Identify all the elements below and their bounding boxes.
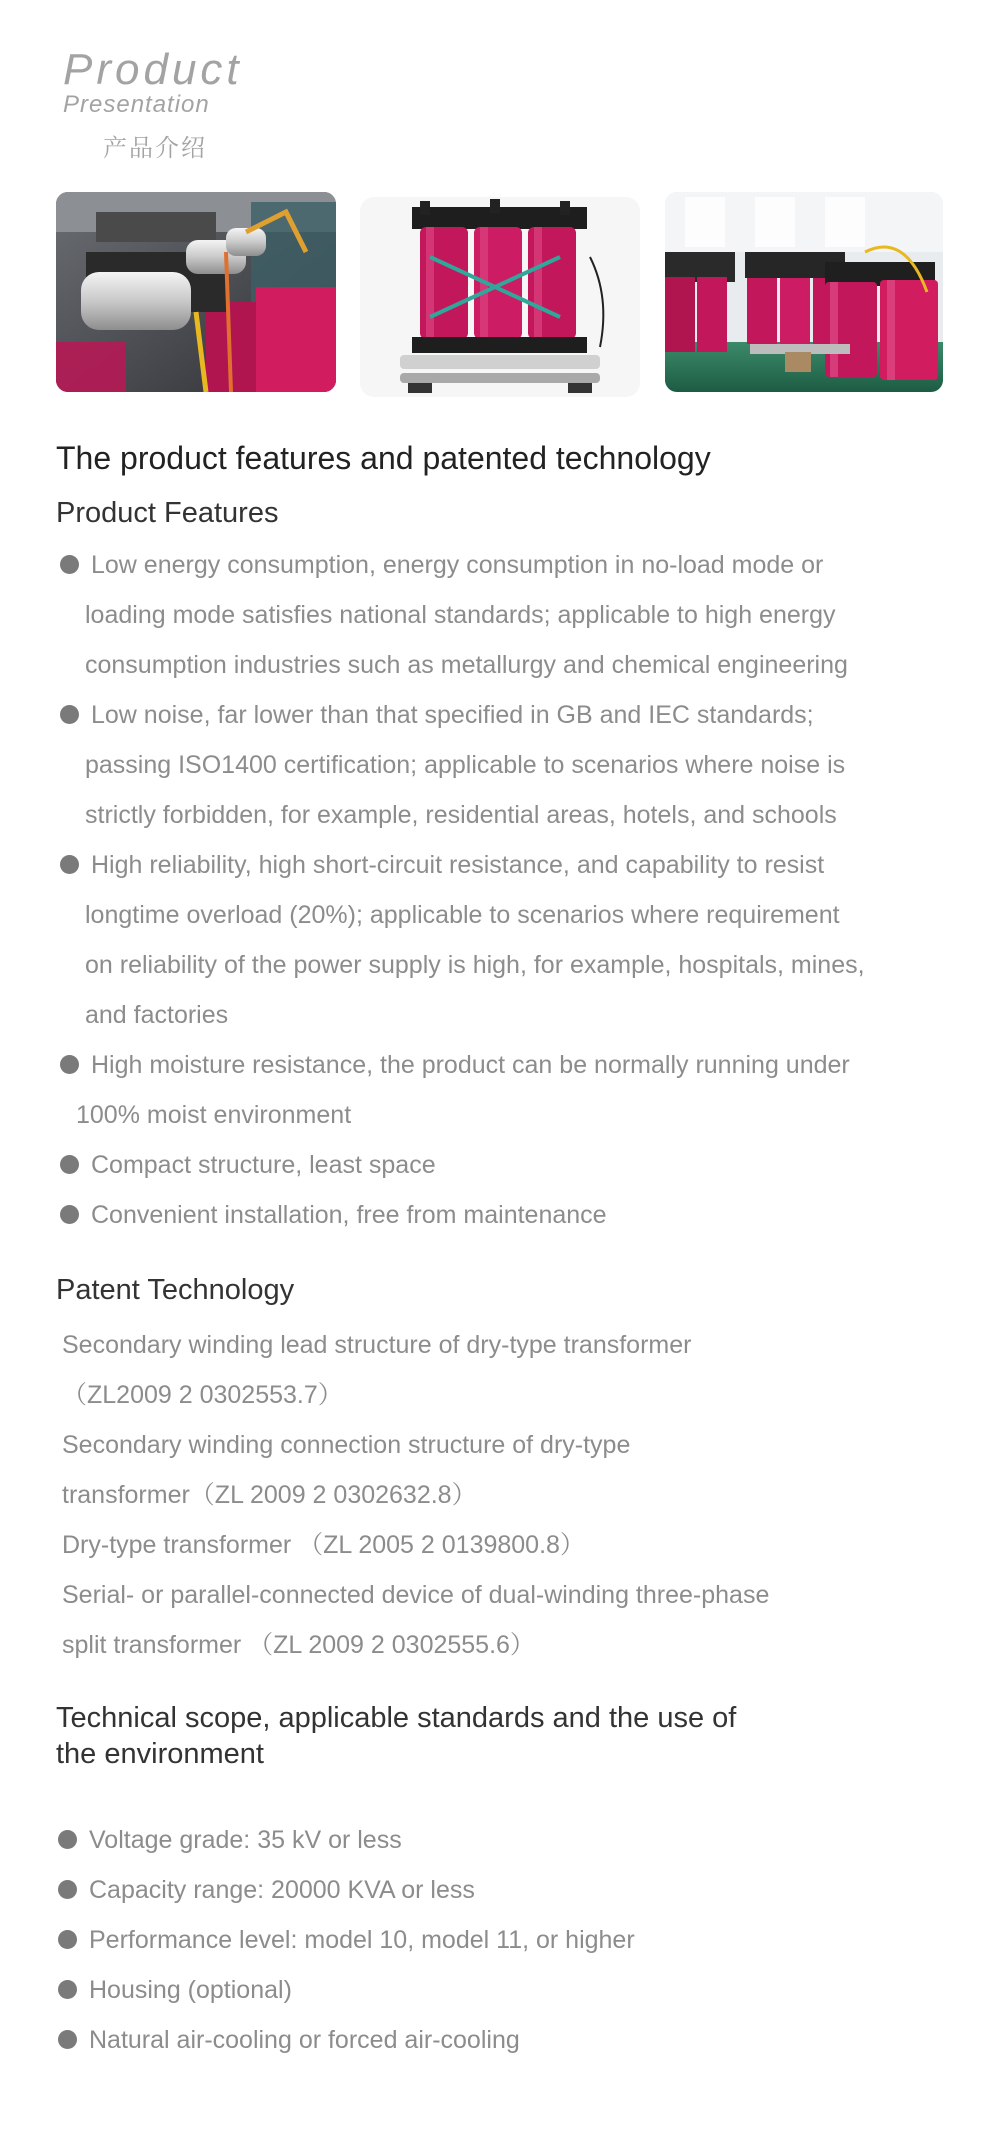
feature-line: loading mode satisfies national standards; applicable to high energy (85, 601, 836, 629)
header-chinese-title: 产品介绍 (103, 134, 207, 162)
bullet-icon (58, 2030, 77, 2049)
factory-floor-photo (665, 192, 943, 392)
scope-item: Natural air-cooling or forced air-cooling (89, 2026, 520, 2054)
feature-line: passing ISO1400 certification; applicable to scenarios where noise is (85, 751, 846, 779)
feature-line: High reliability, high short-circuit resistance, and capability to resist (91, 851, 825, 879)
feature-line: High moisture resistance, the product can be normally running under (91, 1051, 850, 1079)
patent-list (62, 1320, 962, 1670)
list-item (60, 1190, 960, 1240)
page-header (63, 45, 243, 163)
list-item (58, 1965, 958, 2015)
feature-line: Convenient installation, free from maintenance (91, 1201, 607, 1229)
list-item (60, 1040, 960, 1140)
patent-heading: Patent Technology (56, 1274, 295, 1306)
bullet-icon (60, 705, 79, 724)
scope-heading-line: the environment (56, 1738, 264, 1770)
patent-line: transformer（ZL 2009 2 0302632.8） (62, 1481, 477, 1509)
bullet-icon (58, 1930, 77, 1949)
scope-heading-line: Technical scope, applicable standards and the use of (56, 1702, 737, 1734)
transformer-product-photo (360, 197, 640, 397)
scope-item: Capacity range: 20000 KVA or less (89, 1876, 475, 1904)
feature-line: and factories (85, 1001, 229, 1029)
feature-line: Low energy consumption, energy consumption in no-load mode or (91, 551, 824, 579)
list-item (58, 2015, 958, 2065)
patent-line: Secondary winding connection structure of dry-type (62, 1431, 631, 1459)
feature-line: 100% moist environment (76, 1101, 352, 1129)
feature-line: strictly forbidden, for example, residential areas, hotels, and schools (85, 801, 837, 829)
patent-line: split transformer （ZL 2009 2 0302555.6） (62, 1631, 535, 1659)
patent-line: Serial- or parallel-connected device of dual-winding three-phase (62, 1581, 770, 1609)
feature-line: consumption industries such as metallurgy and chemical engineering (85, 651, 848, 679)
features-list (60, 540, 960, 1240)
bullet-icon (58, 1830, 77, 1849)
scope-item: Housing (optional) (89, 1976, 292, 2004)
list-item (58, 1815, 958, 1865)
scope-list (58, 1815, 958, 2065)
list-item (58, 1915, 958, 1965)
list-item (60, 540, 960, 690)
scope-heading (56, 1700, 736, 1772)
list-item (60, 690, 960, 840)
scope-item: Performance level: model 10, model 11, or higher (89, 1926, 635, 1954)
scope-item: Voltage grade: 35 kV or less (89, 1826, 402, 1854)
bullet-icon (58, 1880, 77, 1899)
bullet-icon (60, 1205, 79, 1224)
list-item (60, 1140, 960, 1190)
features-heading: Product Features (56, 497, 279, 529)
bullet-icon (60, 555, 79, 574)
feature-line: longtime overload (20%); applicable to scenarios where requirement (85, 901, 840, 929)
transformer-closeup-photo (56, 192, 336, 392)
patent-line: （ZL2009 2 0302553.7） (62, 1381, 343, 1409)
header-title: Product (63, 45, 243, 94)
bullet-icon (60, 1055, 79, 1074)
section-title: The product features and patented technology (56, 440, 711, 476)
feature-line: Compact structure, least space (91, 1151, 436, 1179)
patent-line: Secondary winding lead structure of dry-type transformer (62, 1331, 692, 1359)
bullet-icon (60, 855, 79, 874)
feature-line: on reliability of the power supply is high, for example, hospitals, mines, (85, 951, 865, 979)
patent-line: Dry-type transformer （ZL 2005 2 0139800.8） (62, 1531, 585, 1559)
bullet-icon (60, 1155, 79, 1174)
bullet-icon (58, 1980, 77, 1999)
list-item (60, 840, 960, 1040)
list-item (58, 1865, 958, 1915)
header-subtitle: Presentation (63, 91, 210, 118)
feature-line: Low noise, far lower than that specified in GB and IEC standards; (91, 701, 814, 729)
